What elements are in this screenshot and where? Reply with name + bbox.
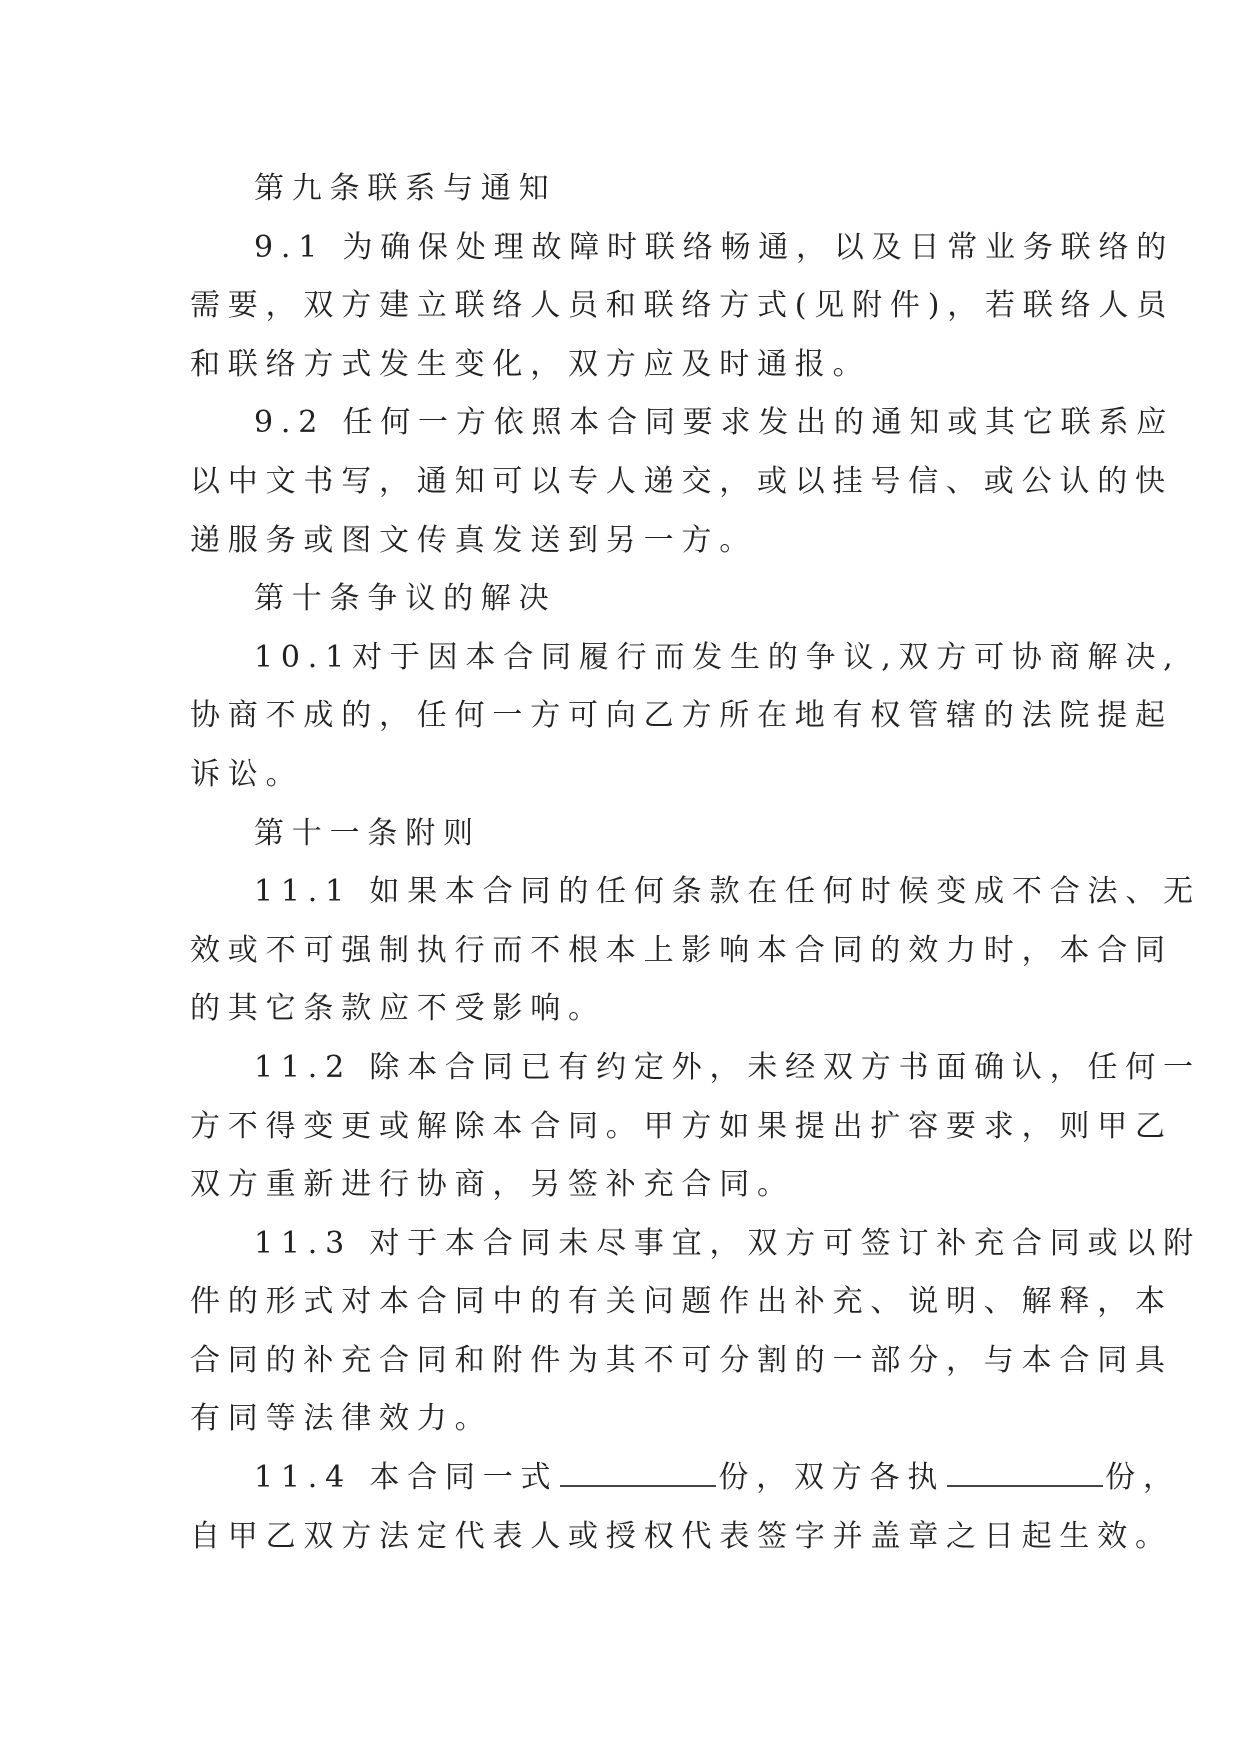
clause-11-3-line-3: 合同的补充合同和附件为其不可分割的一部分，与本合同具 [190,1342,1173,1378]
clause-11-4-text-3: 份， [1105,1460,1181,1496]
clause-9-2-line-3: 递服务或图文传真发送到另一方。 [190,522,757,558]
clause-11-1-line-2: 效或不可强制执行而不根本上影响本合同的效力时，本合同 [190,932,1173,968]
clause-9-2-line-2: 以中文书写，通知可以专人递交，或以挂号信、或公认的快 [190,463,1173,499]
article-9-heading: 第九条联系与通知 [254,171,557,206]
clause-9-1-line-3: 和联络方式发生变化，双方应及时通报。 [190,346,871,382]
clause-11-3-line-4: 有同等法律效力。 [190,1401,493,1437]
article-10-heading: 第十条争议的解决 [254,581,557,617]
copies-each-blank [947,1455,1103,1487]
copies-total-blank [560,1455,716,1487]
clause-11-3-line-1: 11.3 对于本合同未尽事宜，双方可签订补充合同或以附 [254,1225,1201,1261]
clause-11-4-text-1: 11.4 本合同一式 [254,1460,559,1496]
clause-11-4-line-1 [190,1449,1181,1508]
contract-text [190,160,1201,1566]
article-11-heading: 第十一条附则 [254,815,481,851]
clause-11-2-line-1: 11.2 除本合同已有约定外，未经双方书面确认，任何一 [254,1049,1201,1085]
clause-10-1-line-1: 10.1对于因本合同履行而发生的争议,双方可协商解决, [254,639,1181,675]
clause-11-2-line-2: 方不得变更或解除本合同。甲方如果提出扩容要求，则甲乙 [190,1108,1173,1144]
clause-9-1-line-1: 9.1 为确保处理故障时联络畅通，以及日常业务联络的 [254,229,1175,265]
clause-11-1-line-1: 11.1 如果本合同的任何条款在任何时候变成不合法、无 [254,874,1201,910]
clause-11-4-line-2: 自甲乙双方法定代表人或授权代表签字并盖章之日起生效。 [190,1518,1173,1554]
clause-9-1-line-2: 需要，双方建立联络人员和联络方式(见附件)，若联络人员 [190,288,1175,324]
clause-11-4-text-2: 份，双方各执 [718,1460,946,1496]
clause-11-2-line-3: 双方重新进行协商，另签补充合同。 [190,1167,795,1203]
clause-10-1-line-3: 诉讼。 [190,756,304,792]
clause-11-1-line-3: 的其它条款应不受影响。 [190,991,606,1027]
clause-9-2-line-1: 9.2 任何一方依照本合同要求发出的通知或其它联系应 [254,405,1175,441]
clause-10-1-line-2: 协商不成的，任何一方可向乙方所在地有权管辖的法院提起 [190,698,1173,734]
clause-11-3-line-2: 件的形式对本合同中的有关问题作出补充、说明、解释，本 [190,1284,1173,1320]
